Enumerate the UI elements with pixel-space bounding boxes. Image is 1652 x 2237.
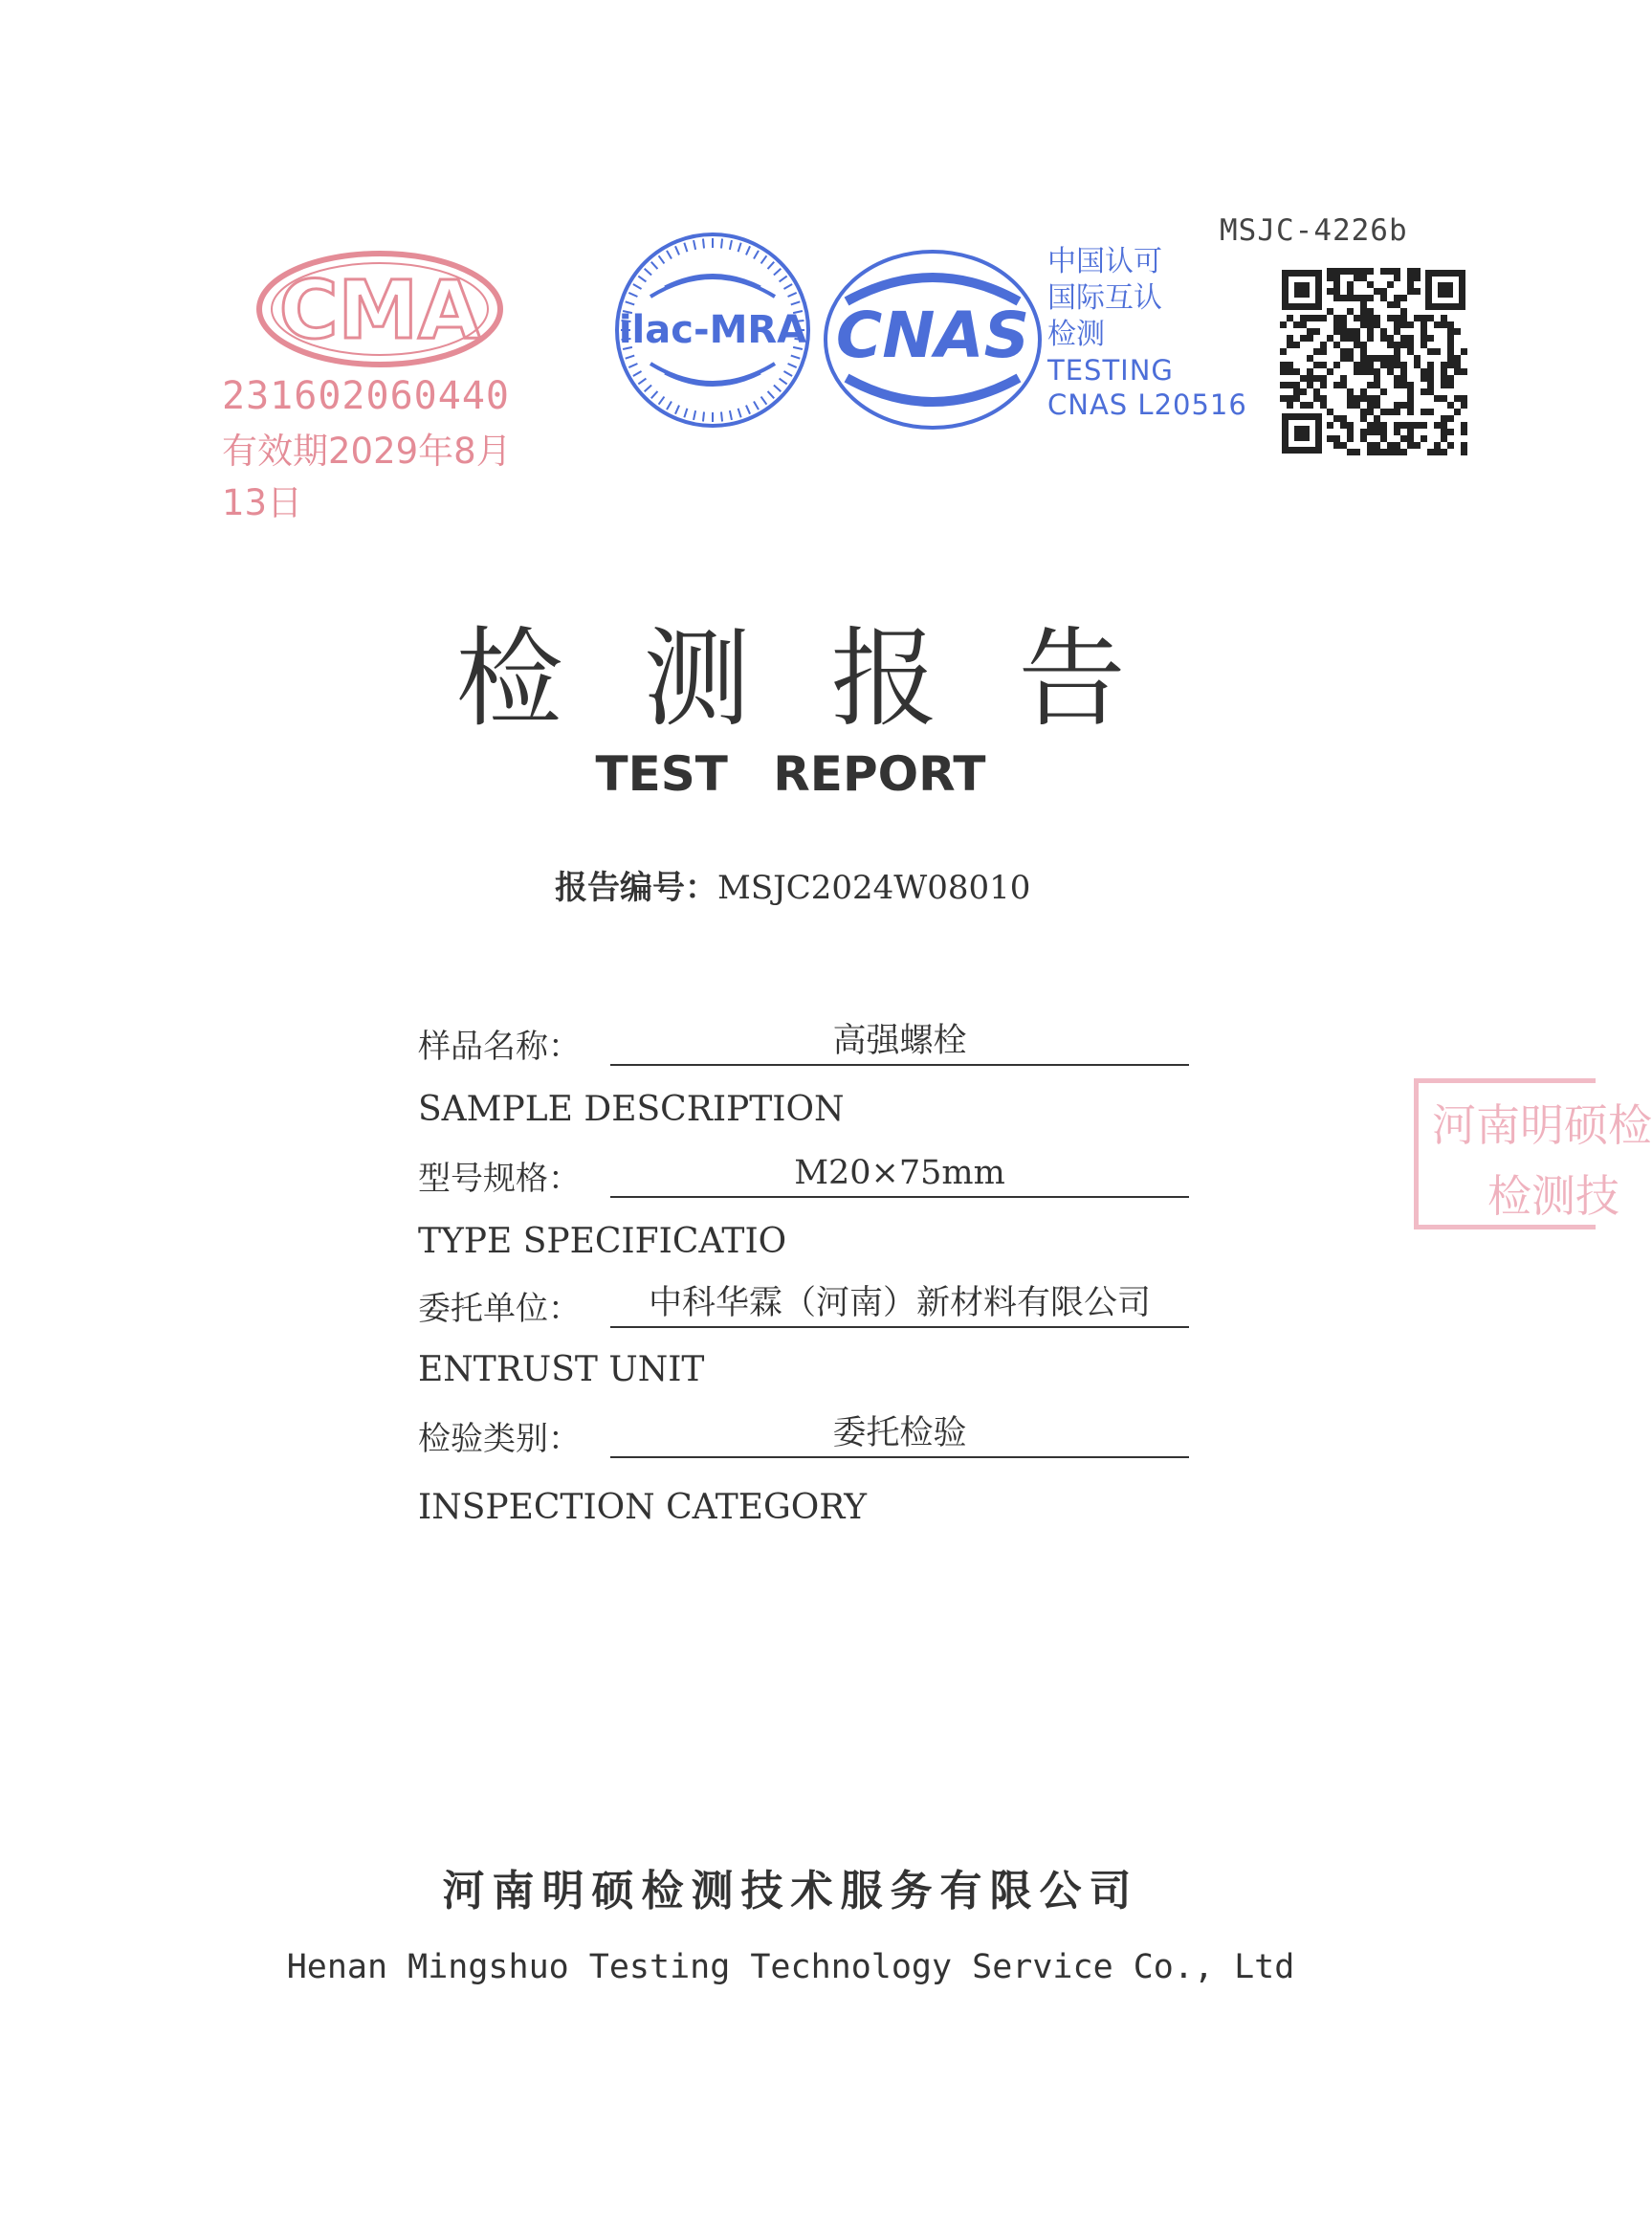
type-label-cn: 型号规格： [418,1160,581,1198]
sample-label-en: SAMPLE DESCRIPTION [418,1090,845,1129]
category-label-en: INSPECTION CATEGORY [418,1488,868,1527]
company-name-cn: 河南明硕检测技术服务有限公司 [442,1867,1139,1916]
cnas-text-block [1047,244,1247,422]
type-label-en: TYPE SPECIFICATIO [418,1222,787,1261]
entrust-label-en: ENTRUST UNIT [418,1350,705,1389]
entrust-value: 中科华霖（河南）新材料有限公司 [610,1280,1189,1328]
document-code: MSJC-4226b [1220,213,1408,248]
report-number-label: 报告编号： [555,869,717,907]
type-value: M20×75mm [610,1150,1189,1198]
cnas-line-1: 中国认可 [1047,245,1162,278]
cnas-stamp [818,244,1047,439]
company-name-en: Henan Mingshuo Testing Technology Service Co., Ltd [286,1948,1295,1986]
cma-stamp [222,244,538,523]
cnas-line-2: 国际互认 [1047,281,1162,315]
cnas-line-4: TESTING [1047,354,1174,387]
cnas-logo-icon [818,244,1047,435]
category-value: 委托检验 [610,1410,1189,1458]
qr-code-graphic [1280,268,1467,455]
svg-text:ilac-MRA: ilac-MRA [618,308,807,352]
qr-code-icon[interactable] [1280,268,1467,459]
seal-line-1: 河南明硕检 [1432,1099,1652,1151]
cma-logo-icon [255,250,504,369]
cma-valid-date: 有效期2029年8月13日 [222,431,512,523]
cma-number: 231602060440 [222,374,510,418]
ilac-mra-stamp [612,230,813,434]
report-number-value: MSJC2024W08010 [717,869,1031,907]
category-label-cn: 检验类别： [418,1420,581,1458]
cnas-line-3: 检测 [1047,318,1105,351]
sample-value: 高强螺栓 [610,1018,1189,1066]
sample-label-cn: 样品名称： [418,1028,581,1066]
cnas-line-5: CNAS L20516 [1047,388,1247,421]
page-title-cn: 检测报告 [455,617,1206,742]
entrust-label-cn: 委托单位： [418,1290,581,1328]
company-seal-stamp [1414,1078,1652,1229]
svg-text:CNAS: CNAS [835,299,1030,372]
svg-text:CMA: CMA [278,263,481,357]
report-number [555,861,1030,908]
seal-line-2: 检测技 [1487,1170,1619,1222]
ilac-mra-logo-icon [612,230,813,431]
page-title-en: TEST REPORT [595,746,986,802]
